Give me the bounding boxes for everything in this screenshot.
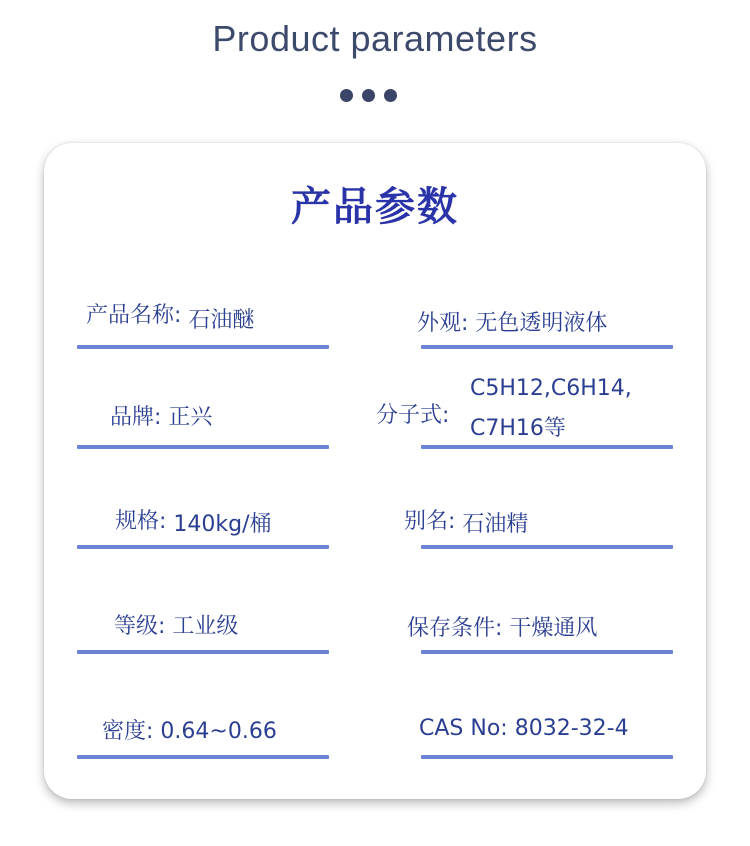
- spec-field: [115, 509, 272, 535]
- appearance-value: 无色透明液体: [475, 311, 608, 336]
- parameters-card: [44, 143, 706, 799]
- storage-label: 保存条件:: [407, 616, 503, 641]
- dots-divider: [340, 89, 410, 103]
- storage-underline: [421, 650, 673, 654]
- density-label: 密度:: [102, 719, 154, 744]
- formula-label: 分子式:: [376, 403, 450, 428]
- cas-field: [419, 716, 629, 742]
- density-underline: [77, 755, 329, 759]
- formula-underline: [421, 445, 673, 449]
- cas-label: CAS No:: [419, 716, 508, 741]
- brand-field: [110, 405, 212, 431]
- formula-value-line2: C7H16等: [470, 416, 566, 441]
- storage-field: [407, 616, 597, 642]
- alias-underline: [421, 545, 673, 549]
- product-name-label: 产品名称:: [86, 303, 182, 328]
- brand-underline: [77, 445, 329, 449]
- alias-label: 别名:: [404, 509, 456, 534]
- page-title: Product parameters: [212, 18, 538, 59]
- cas-value: 8032-32-4: [514, 716, 629, 741]
- dot-icon: [362, 89, 375, 102]
- brand-label: 品牌:: [110, 405, 162, 430]
- spec-underline: [77, 545, 329, 549]
- dot-icon: [384, 89, 397, 102]
- alias-field: [404, 509, 528, 535]
- grade-field: [114, 614, 238, 640]
- density-field: [102, 719, 277, 745]
- alias-value: 石油精: [462, 512, 529, 537]
- card-title: 产品参数: [291, 184, 459, 230]
- storage-value: 干燥通风: [509, 616, 598, 641]
- cas-underline: [421, 755, 673, 759]
- formula-value-line1: C5H12,C6H14,: [470, 376, 632, 401]
- grade-underline: [77, 650, 329, 654]
- appearance-field: [417, 311, 607, 337]
- grade-value: 工业级: [172, 614, 239, 639]
- product-name-value: 石油醚: [188, 308, 255, 333]
- grade-label: 等级:: [114, 614, 166, 639]
- product-name-underline: [77, 345, 329, 349]
- dot-icon: [340, 89, 353, 102]
- appearance-underline: [421, 345, 673, 349]
- spec-label: 规格:: [115, 509, 167, 534]
- product-name-field: [86, 303, 255, 333]
- density-value: 0.64~0.66: [160, 719, 277, 744]
- formula-value: [470, 369, 632, 449]
- spec-value: 140kg/桶: [173, 512, 272, 537]
- brand-value: 正兴: [168, 405, 213, 430]
- appearance-label: 外观:: [417, 311, 469, 336]
